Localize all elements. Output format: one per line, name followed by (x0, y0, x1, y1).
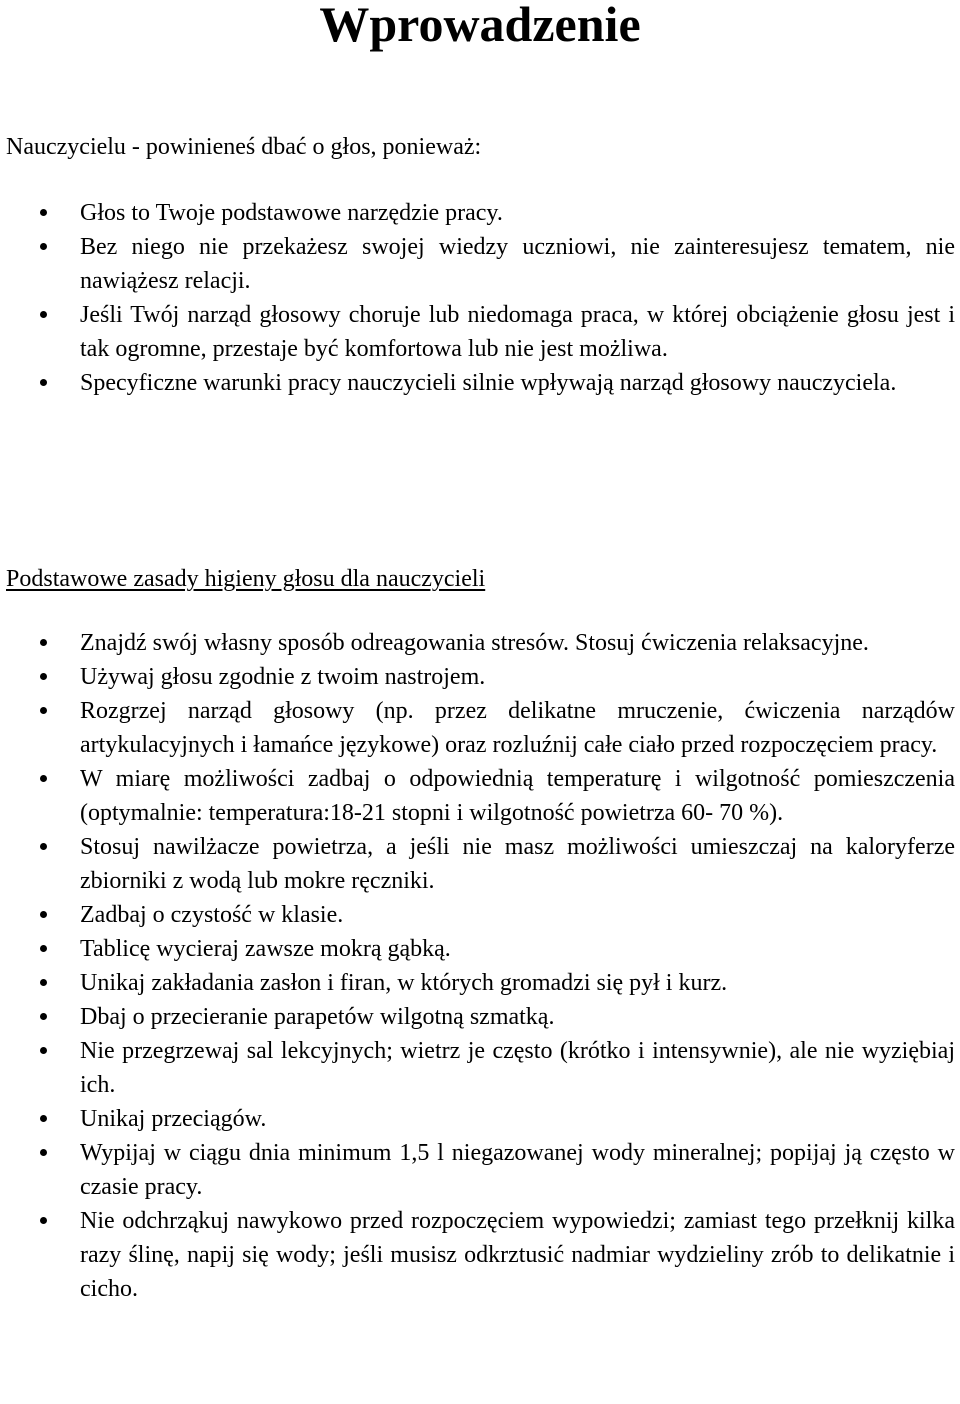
bullet-icon (40, 775, 47, 782)
bullet-icon (40, 243, 47, 250)
bullet-icon (40, 945, 47, 952)
section-heading: Podstawowe zasady higieny głosu dla nauczycieli (6, 566, 486, 592)
list-item-text: Nie przegrzewaj sal lekcyjnych; wietrz je często (krótko i intensywnie), ale nie wyziębiaj ich. (80, 1038, 955, 1098)
list-item (0, 830, 955, 898)
bullet-icon (40, 1013, 47, 1020)
list-item-text: Używaj głosu zgodnie z twoim nastrojem. (80, 664, 486, 690)
list-item (0, 898, 955, 932)
list-item-text: Rozgrzej narząd głosowy (np. przez delikatne mruczenie, ćwiczenia narządów artykulacyjnych i łamańce językowe) oraz rozluźnij całe ciało przed rozpoczęciem pracy. (80, 698, 955, 758)
intro-bullet-list (0, 196, 955, 400)
bullet-icon (40, 707, 47, 714)
list-item (0, 298, 955, 366)
list-item-text: W miarę możliwości zadbaj o odpowiednią temperaturę i wilgotność pomieszczenia (optymalnie: temperatura:18-21 stopni i wilgotność powietrza 60- 70 %). (80, 766, 955, 826)
list-item-text: Specyficzne warunki pracy nauczycieli silnie wpływają narząd głosowy nauczyciela. (80, 370, 897, 396)
list-item (0, 966, 955, 1000)
rules-bullet-list (0, 626, 955, 1306)
list-item (0, 366, 955, 400)
bullet-icon (40, 639, 47, 646)
list-item (0, 932, 955, 966)
list-item (0, 762, 955, 830)
list-item-text: Głos to Twoje podstawowe narzędzie pracy. (80, 200, 503, 226)
list-item (0, 196, 955, 230)
bullet-icon (40, 1047, 47, 1054)
intro-paragraph: Nauczycielu - powinieneś dbać o głos, ponieważ: (6, 134, 482, 160)
bullet-icon (40, 1115, 47, 1122)
list-item (0, 1136, 955, 1204)
bullet-icon (40, 911, 47, 918)
list-item-text: Znajdź swój własny sposób odreagowania stresów. Stosuj ćwiczenia relaksacyjne. (80, 630, 869, 656)
list-item-text: Wypijaj w ciągu dnia minimum 1,5 l niegazowanej wody mineralnej; popijaj ją często w czasie pracy. (80, 1140, 955, 1200)
bullet-icon (40, 1149, 47, 1156)
bullet-icon (40, 311, 47, 318)
list-item (0, 626, 955, 660)
bullet-icon (40, 1217, 47, 1224)
list-item-text: Nie odchrząkuj nawykowo przed rozpoczęciem wypowiedzi; zamiast tego przełknij kilka razy ślinę, napij się wody; jeśli musisz odkrztusić nadmiar wydzieliny zrób to delikatnie i cicho. (80, 1208, 955, 1302)
bullet-icon (40, 673, 47, 680)
list-item-text: Zadbaj o czystość w klasie. (80, 902, 344, 928)
list-item-text: Jeśli Twój narząd głosowy choruje lub niedomaga praca, w której obciążenie głosu jest i tak ogromne, przestaje być komfortowa lub nie jest możliwa. (80, 302, 955, 362)
bullet-icon (40, 843, 47, 850)
list-item (0, 1204, 955, 1306)
list-item (0, 230, 955, 298)
list-item-text: Unikaj przeciągów. (80, 1106, 267, 1132)
bullet-icon (40, 979, 47, 986)
list-item-text: Stosuj nawilżacze powietrza, a jeśli nie masz możliwości umieszczaj na kaloryferze zbiorniki z wodą lub mokre ręczniki. (80, 834, 955, 894)
list-item-text: Tablicę wycieraj zawsze mokrą gąbką. (80, 936, 451, 962)
list-item (0, 694, 955, 762)
list-item-text: Bez niego nie przekażesz swojej wiedzy uczniowi, nie zainteresujesz tematem, nie nawiążesz relacji. (80, 234, 955, 294)
bullet-icon (40, 209, 47, 216)
list-item (0, 1034, 955, 1102)
list-item (0, 1000, 955, 1034)
list-item-text: Dbaj o przecieranie parapetów wilgotną szmatką. (80, 1004, 555, 1030)
page-title: Wprowadzenie (319, 0, 641, 52)
list-item-text: Unikaj zakładania zasłon i firan, w których gromadzi się pył i kurz. (80, 970, 728, 996)
list-item (0, 1102, 955, 1136)
bullet-icon (40, 379, 47, 386)
list-item (0, 660, 955, 694)
